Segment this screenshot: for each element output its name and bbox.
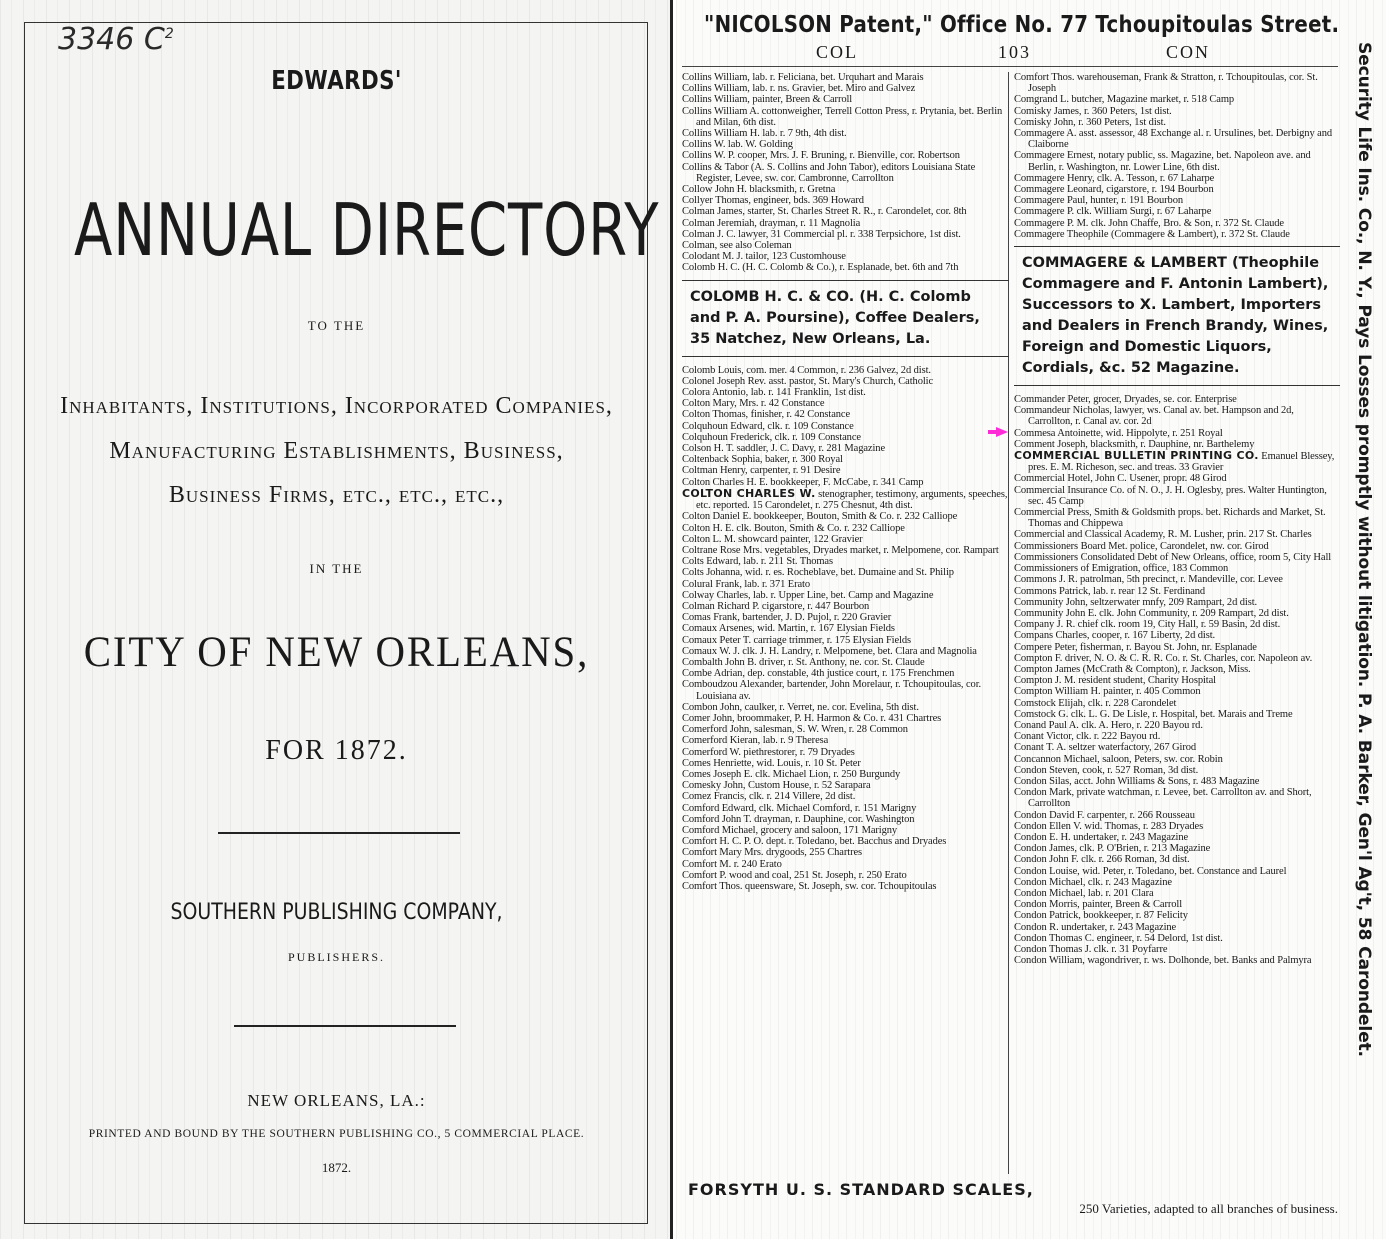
directory-entry: Comford Michael, grocery and saloon, 171 Marigny <box>682 824 898 836</box>
directory-entry: Commons Patrick, lab. r. rear 12 St. Ferdinand <box>1014 585 1206 597</box>
directory-entry: Condon Steven, cook, r. 527 Roman, 3d dist. <box>1014 764 1199 776</box>
directory-entry: Compere Peter, fisherman, r. Bayou St. John, nr. Esplanade <box>1014 641 1257 653</box>
title-rule-lower <box>234 1025 456 1027</box>
directory-entry: Colton L. M. showcard painter, 122 Gravier <box>682 533 863 545</box>
directory-entry: Colman Richard P. cigarstore, r. 447 Bourbon <box>682 600 870 612</box>
title-rule-upper <box>218 832 460 834</box>
directory-entry: Concannon Michael, saloon, Peters, sw. cor. Robin <box>1014 753 1223 765</box>
bold-entry-name: COLTON CHARLES W. <box>682 486 816 500</box>
directory-entry: Conant Victor, clk. r. 222 Bayou rd. <box>1014 731 1161 743</box>
directory-entry: Comstock G. clk. L. G. De Lisle, r. Hospital, bet. Marais and Treme <box>1014 708 1293 720</box>
directory-entry: Collins William H. lab. r. 7 9th, 4th dist. <box>682 128 847 140</box>
directory-entry: Colman James, starter, St. Charles Street R. R., r. Carondelet, cor. 8th <box>682 206 967 218</box>
main-title-line <box>0 188 673 272</box>
to-the-label: TO THE <box>307 318 366 333</box>
directory-entry: Commissioners Board Met. police, Carondelet, nw. cor. Girod <box>1014 540 1269 552</box>
directory-entry: Commagere Ernest, notary public, ss. Magazine, bet. Napoleon ave. and Berlin, r. Washington, nr. Lower Line, 6th dist. <box>1014 150 1311 173</box>
directory-entry: Condon E. H. undertaker, r. 243 Magazine <box>1014 831 1189 843</box>
directory-entry: Comfort M. r. 240 Erato <box>682 858 782 870</box>
directory-entry: Condon Morris, painter, Breen & Carroll <box>1014 899 1183 911</box>
directory-entry: Colts Johanna, wid. r. es. Rocheblave, bet. Dumaine and St. Philip <box>682 567 954 579</box>
directory-entry: Comes Joseph E. clk. Michael Lion, r. 250 Burgundy <box>682 768 901 780</box>
directory-entry: Compans Charles, cooper, r. 167 Liberty, 2d dist. <box>1014 630 1216 642</box>
directory-entry: Colural Frank, lab. r. 371 Erato <box>682 578 811 590</box>
directory-entry: Combon John, caulker, r. Verret, ne. cor. Evelina, 5th dist. <box>682 701 919 713</box>
directory-entry: Comboudzou Alexander, bartender, John Morelaur, r. Tchoupitoulas, cor. Louisiana av. <box>682 679 982 702</box>
directory-entry: Commagere P. clk. William Surgi, r. 67 Laharpe <box>1014 206 1212 218</box>
directory-entry: Commesa Antoinette, wid. Hippolyte, r. 251 Royal <box>1014 427 1223 439</box>
directory-entry: Colton Thomas, finisher, r. 42 Constance <box>682 409 851 421</box>
directory-entry: Condon James, clk. P. O'Brien, r. 213 Magazine <box>1014 843 1211 855</box>
side-advertisement <box>1342 34 1382 1234</box>
directory-entry: Compton William H. painter, r. 405 Common <box>1014 686 1201 698</box>
directory-entry: Colton Charles H. E. bookkeeper, F. McCabe, r. 341 Camp <box>682 476 924 488</box>
bold-entry-colton <box>682 488 1009 511</box>
directory-entry: Condon Louise, wid. Peter, r. Toledano, bet. Constance and Laurel <box>1014 865 1287 877</box>
directory-entry: Comisky James, r. 360 Peters, 1st dist. <box>1014 105 1172 117</box>
directory-entry: Commercial Press, Smith & Goldsmith props. bet. Richards and Market, St. Thomas and Chippewa <box>1014 507 1326 530</box>
directory-entry: Condon Mark, private watchman, r. Levee, bet. Carrollton av. and Short, Carrollton <box>1014 787 1312 810</box>
directory-entry: Condon William, wagondriver, r. ws. Dolhonde, bet. Banks and Palmyra <box>1014 955 1312 967</box>
directory-entry: Collow John H. blacksmith, r. Gretna <box>682 184 836 196</box>
directory-entry: Combe Adrian, dep. constable, 4th justice court, r. 175 Frenchmen <box>682 668 955 680</box>
directory-entry: Comesky John, Custom House, r. 52 Sarapara <box>682 780 871 792</box>
bold-entry-text: Emanuel Blessey, pres. E. M. Richeson, sec. and treas. 33 Gravier <box>1028 451 1335 474</box>
directory-entry: Community John, seltzerwater mnfy, 209 Rampart, 2d dist. <box>1014 596 1258 608</box>
directory-entry: Commagere Leonard, cigarstore, r. 194 Bourbon <box>1014 184 1214 196</box>
directory-entry: Colson H. T. saddler, J. C. Davy, r. 281 Magazine <box>682 443 885 455</box>
directory-entry: Comerford John, salesman, S. W. Wren, r. 28 Common <box>682 724 908 736</box>
bold-entry-name: COMMERCIAL BULLETIN PRINTING CO. <box>1014 449 1259 463</box>
entry-list-right-a <box>1014 72 1340 240</box>
directory-entry: Condon Patrick, bookkeeper, r. 87 Felicity <box>1014 910 1188 922</box>
directory-entry: Colomb Louis, com. mer. 4 Common, r. 236 Galvez, 2d dist. <box>682 364 931 376</box>
directory-entry: Conand Paul A. clk. A. Hero, r. 220 Bayou rd. <box>1014 719 1203 731</box>
directory-entry: Collins William, lab. r. Feliciana, bet. Urquhart and Marais <box>682 72 924 83</box>
directory-entry: Colman, see also Coleman <box>682 240 792 252</box>
directory-entry: Commercial and Classical Academy, R. M. Lusher, prin. 217 St. Charles <box>1014 529 1312 541</box>
audience-line-1: Inhabitants, Institutions, Incorporated Companies, <box>60 393 613 419</box>
audience-line-2: Manufacturing Establishments, Business, <box>109 438 564 464</box>
footer-ad-title: FORSYTH U. S. STANDARD SCALES, <box>688 1180 1034 1199</box>
directory-entry: Commagere Paul, hunter, r. 191 Bourbon <box>1014 195 1184 207</box>
arrow-marker-icon <box>996 427 1008 437</box>
directory-entry: Commissioners of Emigration, office, 183 Common <box>1014 563 1229 575</box>
directory-entry: Comford John T. drayman, r. Dauphine, cor. Washington <box>682 813 915 825</box>
directory-entry: Collins & Tabor (A. S. Collins and John Tabor), editors Louisiana State Register, Levee, sw. cor. Cambronne, Carrollton <box>682 161 976 184</box>
directory-entry: Comfort Thos. queensware, St. Joseph, sw. cor. Tchoupitoulas <box>682 881 937 892</box>
accession-number: 3346 $C^2$ <box>58 22 174 57</box>
directory-entry: Colway Charles, lab. r. Upper Line, bet. Camp and Magazine <box>682 589 934 601</box>
directory-entry: Comstock Elijah, clk. r. 228 Carondelet <box>1014 697 1177 709</box>
entry-list-right-c <box>1014 473 1340 966</box>
directory-entry: Coltman Henry, carpenter, r. 91 Desire <box>682 465 841 477</box>
directory-entry: Combalth John B. driver, r. St. Anthony, ne. cor. St. Claude <box>682 656 925 668</box>
company-name: SOUTHERN PUBLISHING COMPANY, <box>170 900 503 925</box>
title-page <box>0 0 673 1239</box>
directory-entry: Colora Antonio, lab. r. 141 Franklin, 1st dist. <box>682 387 866 399</box>
directory-entry: Collins William A. cottonweigher, Terrell Cotton Press, r. Prytania, bet. Berlin and Milan, 6th dist. <box>682 105 1003 128</box>
directory-entry: Comisky John, r. 360 Peters, 1st dist. <box>1014 116 1166 128</box>
directory-entry: Condon R. undertaker, r. 243 Magazine <box>1014 921 1177 933</box>
directory-entry: Comas Frank, bartender, J. D. Pujol, r. 220 Gravier <box>682 612 892 624</box>
entry-list-left-a <box>682 72 1009 274</box>
side-advertisement-text: Security Life Ins. Co., N. Y., Pays Losses promptly without litigation. P. A. Barker, Gen'l Ag't, 58 Carondelet. <box>1354 42 1374 1057</box>
directory-entry: Colman J. C. lawyer, 31 Commercial pl. r. 338 Terpsichore, 1st dist. <box>682 228 961 240</box>
directory-entry: Colomb H. C. (H. C. Colomb & Co.), r. Esplanade, bet. 6th and 7th <box>682 262 959 274</box>
directory-entry: Comfort P. wood and coal, 251 St. Joseph, r. 250 Erato <box>682 869 907 881</box>
entry-list-left-b <box>682 365 1009 488</box>
printer-line: PRINTED AND BOUND BY THE SOUTHERN PUBLISHING CO., 5 COMMERCIAL PLACE. <box>88 1128 585 1140</box>
page-guides <box>676 40 1338 68</box>
guide-word-left: COL <box>816 42 858 62</box>
directory-entry: Commons J. R. patrolman, 5th precinct, r. Mandeville, cor. Levee <box>1014 574 1283 586</box>
footer-ad-subtitle: 250 Varieties, adapted to all branches of business. <box>1079 1201 1338 1216</box>
directory-entry: Commagere Theophile (Commagere & Lambert), r. 372 St. Claude <box>1014 228 1290 240</box>
directory-entry: Comer John, broommaker, P. H. Harmon & Co. r. 431 Chartres <box>682 712 942 724</box>
directory-entry: Coltenback Sophia, baker, r. 300 Royal <box>682 454 843 466</box>
directory-entry: Condon John F. clk. r. 266 Roman, 3d dist. <box>1014 854 1190 866</box>
directory-entry: Condon Silas, acct. John Williams & Sons, r. 483 Magazine <box>1014 775 1260 787</box>
place-line: NEW ORLEANS, LA.: <box>247 1091 426 1110</box>
directory-entry: Condon Thomas J. clk. r. 31 Poyfarre <box>1014 944 1168 955</box>
head-rule <box>682 66 1338 67</box>
directory-entry: Commagere Henry, clk. A. Tesson, r. 67 Laharpe <box>1014 172 1215 184</box>
directory-entry: Comaux Peter T. carriage trimmer, r. 175 Elysian Fields <box>682 634 912 646</box>
directory-entry: Comerford Kieran, lab. r. 9 Theresa <box>682 735 829 747</box>
directory-entry: Comford Edward, clk. Michael Comford, r. 151 Marigny <box>682 802 917 814</box>
directory-entry: Commercial Hotel, John C. Usener, propr. 48 Girod <box>1014 473 1227 485</box>
year-heading: FOR 1872. <box>265 735 408 766</box>
company-role: PUBLISHERS. <box>287 950 386 964</box>
directory-entry: Condon Thomas C. engineer, r. 54 Delord, 1st dist. <box>1014 932 1223 944</box>
footer-advertisement <box>688 1180 1338 1217</box>
directory-entry: Commandeur Nicholas, lawyer, ws. Canal av. bet. Hampson and 2d, Carrollton, r. Canal av. cor. 2d <box>1014 405 1294 428</box>
directory-entry: Commagere P. M. clk. John Chaffe, Bro. & Son, r. 372 St. Claude <box>1014 217 1284 229</box>
directory-entry: Comfort H. C. P. O. dept. r. Toledano, bet. Bacchus and Dryades <box>682 836 947 848</box>
page-number: 103 <box>998 42 1031 62</box>
bold-entry-commercial-bulletin <box>1014 450 1340 473</box>
directory-entry: Comfort Mary Mrs. drygoods, 255 Chartres <box>682 847 863 859</box>
left-column <box>682 72 1009 892</box>
directory-entry: Collins W. lab. W. Golding <box>682 139 793 151</box>
directory-entry: Compton F. driver, N. O. & C. R. R. Co. r. St. Charles, cor. Napoleon av. <box>1014 652 1313 664</box>
directory-entry: Colman Jeremiah, drayman, r. 11 Magnolia <box>682 217 861 229</box>
directory-entry: Colquhoun Frederick, clk. r. 109 Constance <box>682 431 861 443</box>
directory-entry: Comment Joseph, blacksmith, r. Dauphine, nr. Barthelemy <box>1014 438 1255 450</box>
directory-entry: Collins W. P. cooper, Mrs. J. F. Bruning, r. Bienville, cor. Robertson <box>682 150 960 162</box>
directory-page <box>676 0 1386 1239</box>
directory-entry: Commercial Insurance Co. of N. O., J. H. Oglesby, pres. Walter Huntington, sec. 45 Camp <box>1014 484 1327 507</box>
directory-entry: Comes Henriette, wid. Louis, r. 10 St. Peter <box>682 757 861 769</box>
bold-entry-text: stenographer, testimony, arguments, speeches, etc. reported. 15 Carondelet, r. 275 Chesnut, 4th dist. <box>696 488 1008 512</box>
directory-entry: Colts Edward, lab. r. 211 St. Thomas <box>682 556 833 568</box>
colomb-advertisement: COLOMB H. C. & CO. (H. C. Colomb and P. A. Poursine), Coffee Dealers, 35 Natchez, New Orleans, La. <box>682 280 1009 357</box>
directory-entry: Colodant M. J. tailor, 123 Customhouse <box>682 251 846 263</box>
directory-entry: Collins William, painter, Breen & Carroll <box>682 94 853 106</box>
directory-entry: Comgrand L. butcher, Magazine market, r. 518 Camp <box>1014 94 1235 106</box>
audience-line-3: Business Firms, etc., etc., etc., <box>168 482 505 508</box>
directory-entry: Colonel Joseph Rev. asst. pastor, St. Mary's Church, Catholic <box>682 375 934 387</box>
guide-word-right: CON <box>1166 42 1211 62</box>
directory-entry: Compton J. M. resident student, Charity Hospital <box>1014 675 1216 687</box>
directory-entry: Collyer Thomas, engineer, bds. 369 Howard <box>682 195 864 207</box>
directory-entry: Colquhoun Edward, clk. r. 109 Constance <box>682 420 854 432</box>
directory-entry: Colton Mary, Mrs. r. 42 Constance <box>682 398 825 410</box>
year-footer: 1872. <box>321 1160 352 1175</box>
directory-entry: Company J. R. chief clk. room 19, City Hall, r. 59 Basin, 2d dist. <box>1014 619 1281 631</box>
directory-entry: Condon David F. carpenter, r. 266 Rousseau <box>1014 809 1195 821</box>
directory-entry: Commissioners Consolidated Debt of New Orleans, office, room 5, City Hall <box>1014 551 1332 563</box>
in-the-label: IN THE <box>309 561 364 576</box>
directory-entry: Colton Daniel E. bookkeeper, Bouton, Smith & Co. r. 232 Calliope <box>682 511 958 523</box>
directory-entry: Comerford W. piethrestorer, r. 79 Dryades <box>682 746 855 758</box>
directory-entry: Comfort Thos. warehouseman, Frank & Stratton, r. Tchoupitoulas, cor. St. Joseph <box>1014 72 1318 95</box>
publisher-name: EDWARDS' <box>271 66 402 96</box>
directory-entry: Compton James (McCrath & Compton), r. Jackson, Miss. <box>1014 663 1251 675</box>
directory-entry: Condon Michael, clk. r. 243 Magazine <box>1014 876 1172 888</box>
main-title: ANNUAL DIRECTORY <box>74 188 660 272</box>
directory-entry: Condon Michael, lab. r. 201 Clara <box>1014 887 1154 899</box>
directory-entry: Coltrane Rose Mrs. vegetables, Dryades market, r. Melpomene, cor. Rampart <box>682 544 999 556</box>
directory-entry: Comaux Arsenes, wid. Martin, r. 167 Elysian Fields <box>682 623 895 635</box>
directory-entry: Collins William, lab. r. ns. Gravier, bet. Miro and Galvez <box>682 83 916 95</box>
directory-entry: Condon Ellen V. wid. Thomas, r. 283 Dryades <box>1014 820 1204 832</box>
directory-entry: Community John E. clk. John Community, r. 209 Rampart, 2d dist. <box>1014 607 1289 619</box>
directory-entry: Commander Peter, grocer, Dryades, se. cor. Enterprise <box>1014 394 1237 406</box>
city-title: CITY OF NEW ORLEANS, <box>83 629 590 676</box>
publisher-name-line <box>0 66 673 96</box>
directory-entry: Conant T. A. seltzer waterfactory, 267 Girod <box>1014 742 1197 754</box>
directory-entry: Comez Francis, clk. r. 214 Villere, 2d dist. <box>682 791 856 803</box>
directory-entry: Colton H. E. clk. Bouton, Smith & Co. r. 232 Calliope <box>682 522 905 534</box>
directory-entry: Comaux W. J. clk. J. H. Landry, r. Melpomene, bet. Clara and Magnolia <box>682 645 977 657</box>
entry-list-left-c <box>682 511 1009 892</box>
commagere-advertisement: COMMAGERE & LAMBERT (Theophile Commagere and F. Antonin Lambert), Successors to X. Lambert, Importers and Dealers in French Brandy, Wines, Foreign and Domestic Liquors, Cordials, &c. 52 Magazine. <box>1014 246 1340 386</box>
right-column <box>1014 72 1340 966</box>
entry-list-right-b <box>1014 394 1340 450</box>
running-head: "NICOLSON Patent," Office No. 77 Tchoupitoulas Street. <box>704 12 1340 38</box>
directory-entry: Commagere A. asst. assessor, 48 Exchange al. r. Ursulines, bet. Derbigny and Claiborne <box>1014 128 1332 151</box>
